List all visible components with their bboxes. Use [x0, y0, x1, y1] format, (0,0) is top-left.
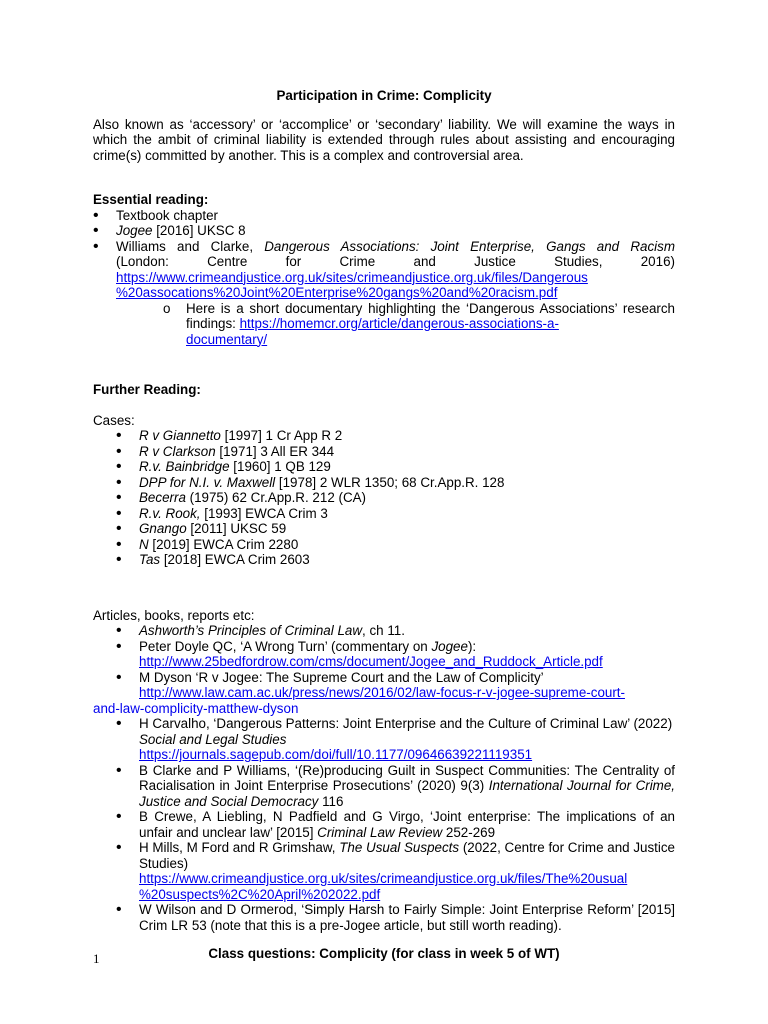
cases-label: Cases:	[93, 412, 135, 428]
cases-list	[93, 428, 675, 568]
intro-paragraph: Also known as ‘accessory’ or ‘accomplice’ or ‘secondary’ liability. We will examine the ways in which the ambit of criminal liability is extended through rules about assisting and encouraging crime(s) committed by another. This is a complex and controversial area.	[93, 116, 675, 163]
class-questions-heading: Class questions: Complicity (for class in week 5 of WT)	[208, 946, 560, 962]
documentary-link[interactable]: https://homemcr.org/article/dangerous-associations-a- documentary/	[186, 316, 559, 347]
list-item: • M Dyson ‘R v Jogee: The Supreme Court and the Law of Complicity’ http://www.law.cam.ac.uk/press/news/2016/02/law-focus-r-v-jogee-supreme-court- and-law-complicity-matthew-dyson	[93, 670, 675, 717]
list-item: • R v Clarkson [1971] 3 All ER 344	[93, 444, 675, 460]
essential-reading-list	[93, 208, 675, 301]
list-item: • W Wilson and D Ormerod, ‘Simply Harsh to Fairly Simple: Joint Enterprise Reform’ [2015] Crim LR 53 (note that this is a pre-Jogee article, but still worth reading).	[93, 902, 675, 933]
list-item: • Becerra (1975) 62 Cr.App.R. 212 (CA)	[93, 490, 675, 506]
dangerous-associations-link[interactable]: https://www.crimeandjustice.org.uk/sites/crimeandjustice.org.uk/files/Dangerous %20assocations%20Joint%20Enterprise%20gangs%20and%20racism.pdf	[116, 269, 588, 300]
dyson-article-link[interactable]: http://www.law.cam.ac.uk/press/news/2016/02/law-focus-r-v-jogee-supreme-court- and-law-complicity-matthew-dyson	[93, 685, 625, 716]
articles-label: Articles, books, reports etc:	[93, 607, 255, 623]
list-item: • B Crewe, A Liebling, N Padfield and G Virgo, ‘Joint enterprise: The implications of an unfair and unclear law’ [2015] Criminal Law Review 252-269	[93, 809, 675, 840]
list-item: • DPP for N.I. v. Maxwell [1978] 2 WLR 1350; 68 Cr.App.R. 128	[93, 475, 675, 491]
list-item: • R.v. Bainbridge [1960] 1 QB 129	[93, 459, 675, 475]
list-item: • B Clarke and P Williams, ‘(Re)producing Guilt in Suspect Communities: The Centrality of Racialisation in Joint Enterprise Prosecutions’ (2020) 9(3) International Journal for Crime, Justice and Social Democracy 116	[93, 763, 675, 810]
document-page	[93, 88, 675, 975]
page-title: Participation in Crime: Complicity	[276, 88, 492, 103]
list-item: • H Mills, M Ford and R Grimshaw, The Usual Suspects (2022, Centre for Crime and Justice Studies) https://www.crimeandjustice.org.uk/sites/crimeandjustice.org.uk/files/The%20usual %20suspects%2C%20April%202022.pdf	[93, 840, 675, 902]
list-item: • H Carvalho, ‘Dangerous Patterns: Joint Enterprise and the Culture of Criminal Law’ (2022) Social and Legal Studies https://journals.sagepub.com/doi/full/10.1177/09646639221119351	[93, 716, 675, 763]
doyle-article-link[interactable]: http://www.25bedfordrow.com/cms/document/Jogee_and_Ruddock_Article.pdf	[139, 654, 603, 669]
sub-list-item: o Here is a short documentary highlighting the ‘Dangerous Associations’ research findings: https://homemcr.org/article/dangerous-associations-a- documentary/	[93, 301, 675, 348]
list-item: • R.v. Rook, [1993] EWCA Crim 3	[93, 506, 675, 522]
list-item: • Jogee [2016] UKSC 8	[93, 223, 675, 239]
list-item: • Peter Doyle QC, ‘A Wrong Turn’ (commentary on Jogee): http://www.25bedfordrow.com/cms/document/Jogee_and_Ruddock_Article.pdf	[93, 639, 675, 670]
list-item: • Gnango [2011] UKSC 59	[93, 521, 675, 537]
carvalho-article-link[interactable]: https://journals.sagepub.com/doi/full/10.1177/09646639221119351	[139, 747, 533, 762]
list-item: • R v Giannetto [1997] 1 Cr App R 2	[93, 428, 675, 444]
further-reading-heading: Further Reading:	[93, 382, 201, 397]
list-item: • Textbook chapter	[93, 208, 675, 224]
list-item: • Tas [2018] EWCA Crim 2603	[93, 552, 675, 568]
page-number: 1	[93, 951, 100, 966]
usual-suspects-link[interactable]: https://www.crimeandjustice.org.uk/sites/crimeandjustice.org.uk/files/The%20usual %20suspects%2C%20April%202022.pdf	[139, 871, 628, 902]
list-item: • Ashworth’s Principles of Criminal Law, ch 11.	[93, 623, 675, 639]
list-item: • N [2019] EWCA Crim 2280	[93, 537, 675, 553]
essential-reading-heading: Essential reading:	[93, 192, 209, 207]
articles-list	[93, 623, 675, 933]
list-item: • Williams and Clarke, Dangerous Associations: Joint Enterprise, Gangs and Racism (London: Centre for Crime and Justice Studies, 2016) https://www.crimeandjustice.org.uk/sites/crimeandjustice.org.uk/files/Dangerous %20assocations%20Joint%20Enterprise%20gangs%20and%20racism.pdf	[93, 239, 675, 301]
